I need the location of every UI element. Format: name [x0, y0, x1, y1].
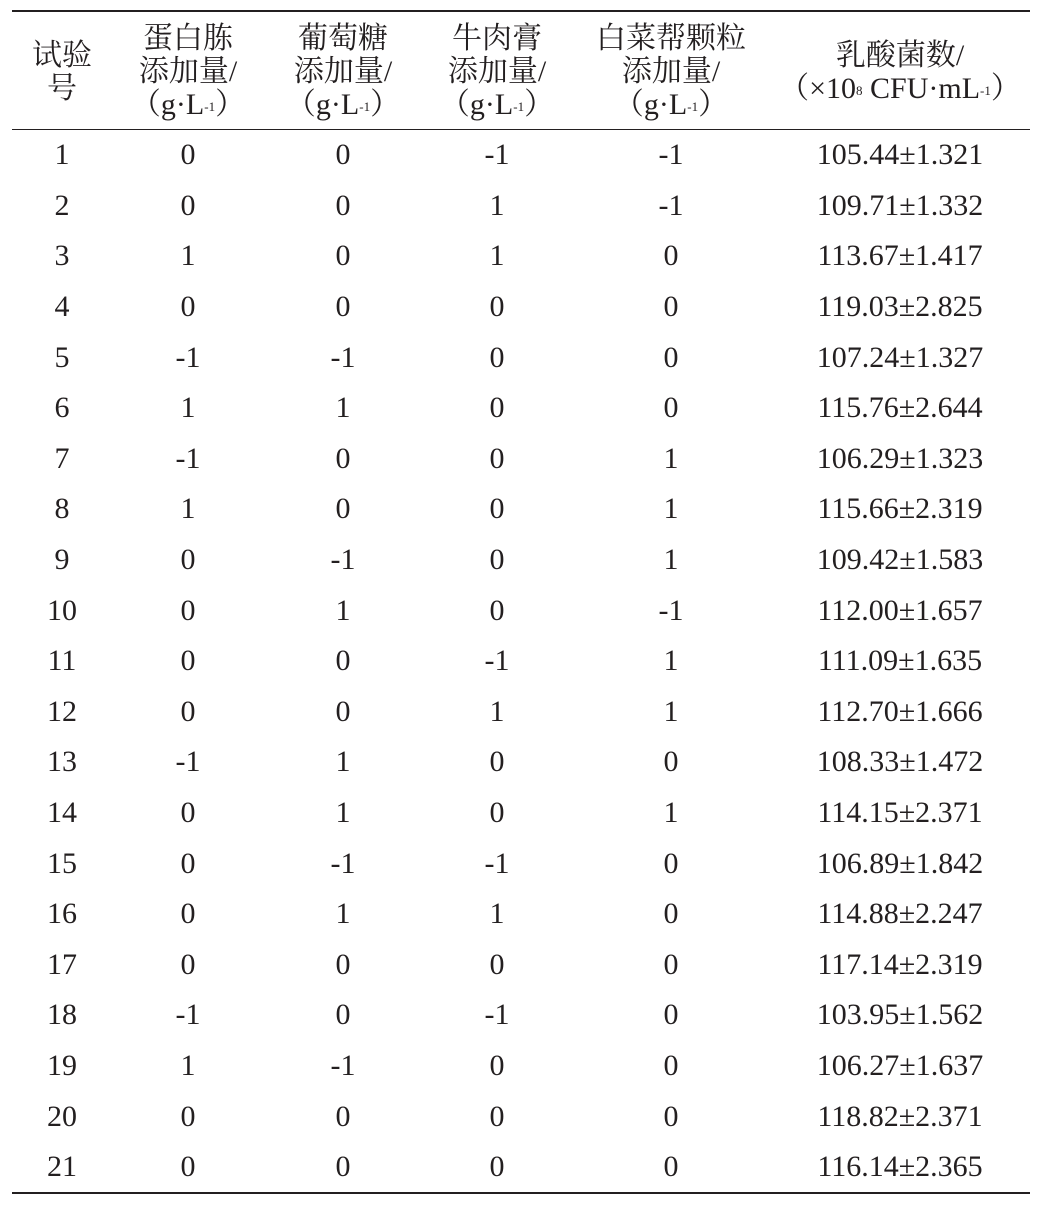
cell-cabbage-granules: 0 — [663, 897, 679, 931]
cell-beef-extract: 0 — [489, 796, 505, 830]
cell-glucose: 0 — [335, 138, 351, 172]
cell-glucose: 1 — [335, 897, 351, 931]
cell-bacteria-count: 109.71±1.332 — [816, 188, 984, 222]
cell-beef-extract: 1 — [489, 239, 505, 273]
table-row — [12, 434, 1030, 485]
cell-cabbage-granules: 0 — [663, 745, 679, 779]
cell-cabbage-granules: 0 — [663, 239, 679, 273]
cell-bacteria-count: 117.14±2.319 — [817, 947, 983, 981]
cell-cabbage-granules: 0 — [663, 947, 679, 981]
cell-cabbage-granules: -1 — [658, 188, 684, 222]
table-row — [12, 585, 1030, 636]
cell-glucose: -1 — [330, 1048, 356, 1082]
cell-cabbage-granules: 1 — [663, 543, 679, 577]
cell-beef-extract: 1 — [489, 694, 505, 728]
header-cabbage-granules: 白菜帮颗粒 添加量/ $(g\cdot L^{-1})$ — [572, 11, 770, 130]
table-row — [12, 130, 1030, 181]
header-unit: $(g\cdot L^{-1})$ — [285, 88, 401, 121]
cell-beef-extract: -1 — [484, 644, 510, 678]
cell-trial-number: 16 — [47, 897, 77, 931]
cell-peptone: 0 — [180, 947, 196, 981]
header-unit: $(g\cdot L^{-1})$ — [130, 88, 246, 121]
cell-bacteria-count: 115.76±2.644 — [817, 391, 983, 425]
cell-peptone: 0 — [180, 644, 196, 678]
cell-beef-extract: 1 — [489, 897, 505, 931]
cell-peptone: -1 — [175, 998, 201, 1032]
cell-beef-extract: 0 — [489, 543, 505, 577]
cell-peptone: 1 — [180, 239, 196, 273]
cell-peptone: 0 — [180, 593, 196, 627]
cell-trial-number: 1 — [54, 138, 70, 172]
cell-glucose: 0 — [335, 1099, 351, 1133]
cell-glucose: 1 — [335, 745, 351, 779]
cell-beef-extract: 0 — [489, 1048, 505, 1082]
cell-bacteria-count: 105.44±1.321 — [816, 138, 984, 172]
cell-cabbage-granules: 1 — [663, 694, 679, 728]
table-row — [12, 383, 1030, 434]
cell-trial-number: 11 — [47, 644, 77, 678]
cell-beef-extract: -1 — [484, 138, 510, 172]
table-row — [12, 838, 1030, 889]
cell-peptone: 0 — [180, 188, 196, 222]
cell-beef-extract: 0 — [489, 593, 505, 627]
header-unit: $(g\cdot L^{-1})$ — [613, 88, 729, 121]
cell-bacteria-count: 106.29±1.323 — [816, 441, 984, 475]
cell-peptone: 0 — [180, 290, 196, 324]
cell-glucose: 1 — [335, 593, 351, 627]
cell-beef-extract: 0 — [489, 1099, 505, 1133]
table-row — [12, 687, 1030, 738]
cell-glucose: 0 — [335, 694, 351, 728]
table-body — [12, 130, 1030, 1194]
header-trial-number: 试验 号 — [32, 38, 92, 105]
table-row — [12, 737, 1030, 788]
cell-bacteria-count: 106.89±1.842 — [816, 846, 984, 880]
cell-glucose: 1 — [335, 796, 351, 830]
table-row — [12, 484, 1030, 535]
cell-glucose: 0 — [335, 947, 351, 981]
cell-cabbage-granules: 0 — [663, 1048, 679, 1082]
cell-peptone: 1 — [180, 492, 196, 526]
cell-trial-number: 13 — [47, 745, 77, 779]
cell-bacteria-count: 114.15±2.371 — [817, 796, 983, 830]
cell-bacteria-count: 119.03±2.825 — [817, 290, 983, 324]
cell-trial-number: 19 — [47, 1048, 77, 1082]
cell-peptone: 0 — [180, 1099, 196, 1133]
table-header — [12, 11, 1030, 130]
cell-bacteria-count: 113.67±1.417 — [817, 239, 983, 273]
cell-trial-number: 5 — [54, 340, 70, 374]
cell-beef-extract: 0 — [489, 492, 505, 526]
cell-peptone: -1 — [175, 745, 201, 779]
cell-trial-number: 9 — [54, 543, 70, 577]
cell-peptone: 0 — [180, 694, 196, 728]
cell-trial-number: 15 — [47, 846, 77, 880]
cell-trial-number: 10 — [47, 593, 77, 627]
table-row — [12, 332, 1030, 383]
cell-peptone: 0 — [180, 897, 196, 931]
cell-bacteria-count: 108.33±1.472 — [816, 745, 984, 779]
table-row — [12, 889, 1030, 940]
cell-bacteria-count: 112.70±1.666 — [817, 694, 983, 728]
cell-trial-number: 6 — [54, 391, 70, 425]
cell-bacteria-count: 107.24±1.327 — [816, 340, 984, 374]
header-peptone: 蛋白胨 添加量/ $(g\cdot L^{-1})$ — [112, 11, 264, 130]
cell-beef-extract: 0 — [489, 745, 505, 779]
cell-glucose: 0 — [335, 239, 351, 273]
cell-glucose: 0 — [335, 998, 351, 1032]
table-row — [12, 231, 1030, 282]
cell-cabbage-granules: 1 — [663, 796, 679, 830]
cell-cabbage-granules: 0 — [663, 391, 679, 425]
cell-bacteria-count: 115.66±2.319 — [817, 492, 983, 526]
table-row — [12, 282, 1030, 333]
table-row — [12, 1041, 1030, 1092]
cell-peptone: 0 — [180, 543, 196, 577]
cell-beef-extract: -1 — [484, 998, 510, 1032]
cell-peptone: -1 — [175, 340, 201, 374]
cell-trial-number: 4 — [54, 290, 70, 324]
cell-glucose: -1 — [330, 543, 356, 577]
header-row — [12, 11, 1030, 130]
table-row — [12, 1091, 1030, 1142]
cell-trial-number: 3 — [54, 239, 70, 273]
cell-bacteria-count: 116.14±2.365 — [817, 1150, 983, 1184]
cell-bacteria-count: 114.88±2.247 — [817, 897, 983, 931]
cell-trial-number: 20 — [47, 1099, 77, 1133]
cell-glucose: 0 — [335, 1150, 351, 1184]
results-table-container — [12, 10, 1030, 1194]
cell-beef-extract: 0 — [489, 947, 505, 981]
table-row — [12, 535, 1030, 586]
cell-beef-extract: 0 — [489, 441, 505, 475]
cell-bacteria-count: 118.82±2.371 — [817, 1099, 983, 1133]
table-row — [12, 990, 1030, 1041]
cell-trial-number: 8 — [54, 492, 70, 526]
cell-bacteria-count: 111.09±1.635 — [817, 644, 983, 678]
header-beef-extract: 牛肉膏 添加量/ $(g\cdot L^{-1})$ — [422, 11, 572, 130]
cell-peptone: 0 — [180, 1150, 196, 1184]
cell-peptone: -1 — [175, 441, 201, 475]
cell-glucose: 0 — [335, 492, 351, 526]
cell-bacteria-count: 109.42±1.583 — [816, 543, 984, 577]
table-row — [12, 788, 1030, 839]
header-unit: $(g\cdot L^{-1})$ — [439, 88, 555, 121]
table-row — [12, 181, 1030, 232]
cell-cabbage-granules: 0 — [663, 1099, 679, 1133]
cell-trial-number: 2 — [54, 188, 70, 222]
cell-bacteria-count: 112.00±1.657 — [817, 593, 983, 627]
cell-cabbage-granules: 1 — [663, 492, 679, 526]
cell-peptone: 1 — [180, 1048, 196, 1082]
header-lactic-acid-bacteria-count: 乳酸菌数/ （$\times 10^8$ $CFU\cdot mL^{-1}$） — [770, 11, 1030, 130]
header-response-unit: （$\times 10^8$ $CFU\cdot mL^{-1}$） — [779, 71, 1021, 105]
cell-beef-extract: 0 — [489, 391, 505, 425]
cell-beef-extract: 0 — [489, 290, 505, 324]
cell-cabbage-granules: 0 — [663, 846, 679, 880]
cell-cabbage-granules: -1 — [658, 593, 684, 627]
cell-glucose: 0 — [335, 290, 351, 324]
cell-trial-number: 12 — [47, 694, 77, 728]
cell-trial-number: 17 — [47, 947, 77, 981]
cell-cabbage-granules: 0 — [663, 340, 679, 374]
box-behnken-results-table — [12, 10, 1030, 1194]
cell-beef-extract: -1 — [484, 846, 510, 880]
cell-glucose: 1 — [335, 391, 351, 425]
cell-glucose: -1 — [330, 846, 356, 880]
cell-beef-extract: 0 — [489, 340, 505, 374]
cell-cabbage-granules: 0 — [663, 998, 679, 1032]
table-row — [12, 1142, 1030, 1194]
table-row — [12, 636, 1030, 687]
header-glucose: 葡萄糖 添加量/ $(g\cdot L^{-1})$ — [264, 11, 422, 130]
cell-bacteria-count: 103.95±1.562 — [816, 998, 984, 1032]
cell-trial-number: 18 — [47, 998, 77, 1032]
cell-trial-number: 21 — [47, 1150, 77, 1184]
cell-glucose: 0 — [335, 188, 351, 222]
table-row — [12, 940, 1030, 991]
cell-cabbage-granules: 1 — [663, 441, 679, 475]
cell-cabbage-granules: 0 — [663, 290, 679, 324]
cell-peptone: 1 — [180, 391, 196, 425]
cell-glucose: -1 — [330, 340, 356, 374]
cell-bacteria-count: 106.27±1.637 — [816, 1048, 984, 1082]
cell-peptone: 0 — [180, 138, 196, 172]
cell-trial-number: 7 — [54, 441, 70, 475]
cell-peptone: 0 — [180, 796, 196, 830]
cell-glucose: 0 — [335, 644, 351, 678]
cell-trial-number: 14 — [47, 796, 77, 830]
cell-cabbage-granules: 0 — [663, 1150, 679, 1184]
cell-glucose: 0 — [335, 441, 351, 475]
cell-beef-extract: 0 — [489, 1150, 505, 1184]
cell-peptone: 0 — [180, 846, 196, 880]
cell-cabbage-granules: 1 — [663, 644, 679, 678]
cell-cabbage-granules: -1 — [658, 138, 684, 172]
cell-beef-extract: 1 — [489, 188, 505, 222]
